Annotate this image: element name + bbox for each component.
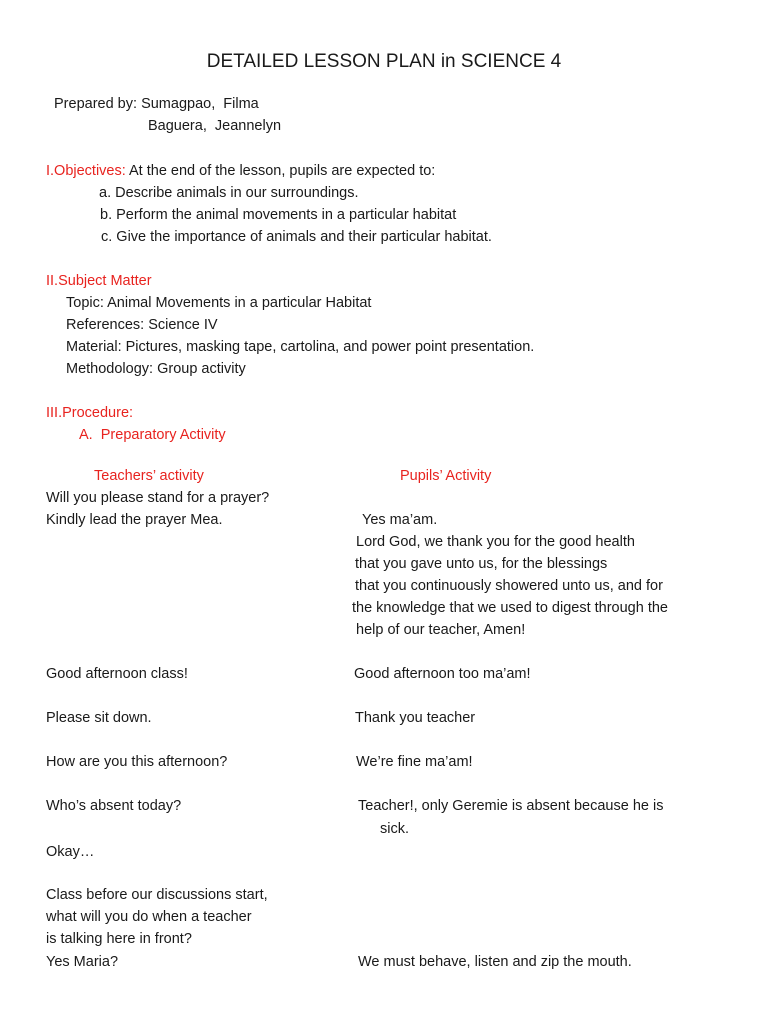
pupil-line: Yes ma’am.: [362, 512, 438, 528]
pupil-line: We’re fine ma’am!: [356, 754, 473, 770]
references-label: References:: [66, 317, 145, 333]
objectives-intro: At the end of the lesson, pupils are expected to:: [129, 163, 436, 179]
subject-matter-heading: II.Subject Matter: [46, 273, 152, 289]
preparer-name: Baguera, Jeannelyn: [148, 118, 282, 134]
teacher-line: Will you please stand for a prayer?: [46, 490, 270, 506]
teacher-line: Yes Maria?: [46, 954, 119, 970]
teacher-line: is talking here in front?: [46, 931, 192, 947]
material-value: Pictures, masking tape, cartolina, and power point presentation.: [125, 339, 535, 355]
topic-line: [66, 294, 371, 312]
prepared-by-label: Prepared by:: [54, 96, 138, 112]
preparatory-activity-heading: A. Preparatory Activity: [79, 427, 226, 443]
teacher-line: Please sit down.: [46, 710, 152, 726]
pupil-line: Teacher!, only Geremie is absent because he is: [358, 798, 664, 814]
teacher-line: Okay…: [46, 844, 95, 860]
objective-item: a. Describe animals in our surroundings.: [99, 185, 359, 201]
pupil-line: We must behave, listen and zip the mouth.: [358, 954, 632, 970]
teacher-line: Kindly lead the prayer Mea.: [46, 512, 223, 528]
objective-item: b. Perform the animal movements in a particular habitat: [100, 207, 457, 223]
preparer-name: Sumagpao, Filma: [141, 96, 259, 112]
teacher-line: Who’s absent today?: [46, 798, 182, 814]
pupil-line: Thank you teacher: [355, 710, 476, 726]
material-line: [66, 338, 534, 356]
references-value: Science IV: [148, 317, 218, 333]
topic-label: Topic:: [66, 295, 104, 311]
pupil-line: that you gave unto us, for the blessings: [355, 556, 608, 572]
methodology-line: [66, 360, 246, 378]
teacher-line: Class before our discussions start,: [46, 887, 268, 903]
pupil-line: the knowledge that we used to digest through the: [352, 600, 668, 616]
objective-item: c. Give the importance of animals and their particular habitat.: [101, 229, 492, 245]
objectives-heading: I.Objectives:: [46, 163, 126, 179]
pupil-line: help of our teacher, Amen!: [356, 622, 526, 638]
teacher-column-heading: Teachers’ activity: [94, 468, 204, 484]
references-line: [66, 316, 218, 334]
pupil-column-heading: Pupils’ Activity: [400, 468, 492, 484]
methodology-label: Methodology:: [66, 361, 154, 377]
pupil-line: Lord God, we thank you for the good health: [356, 534, 635, 550]
pupil-line: Good afternoon too ma’am!: [354, 666, 531, 682]
material-label: Material:: [66, 339, 122, 355]
pupil-line: sick.: [380, 821, 409, 837]
teacher-line: what will you do when a teacher: [46, 909, 252, 925]
prepared-by-line: [54, 95, 259, 113]
document-title: DETAILED LESSON PLAN in SCIENCE 4: [206, 51, 562, 72]
topic-value: Animal Movements in a particular Habitat: [107, 295, 372, 311]
procedure-heading: III.Procedure:: [46, 405, 134, 421]
objectives-line: [46, 162, 435, 180]
methodology-value: Group activity: [157, 361, 246, 377]
pupil-line: that you continuously showered unto us, and for: [355, 578, 663, 594]
teacher-line: Good afternoon class!: [46, 666, 188, 682]
teacher-line: How are you this afternoon?: [46, 754, 228, 770]
